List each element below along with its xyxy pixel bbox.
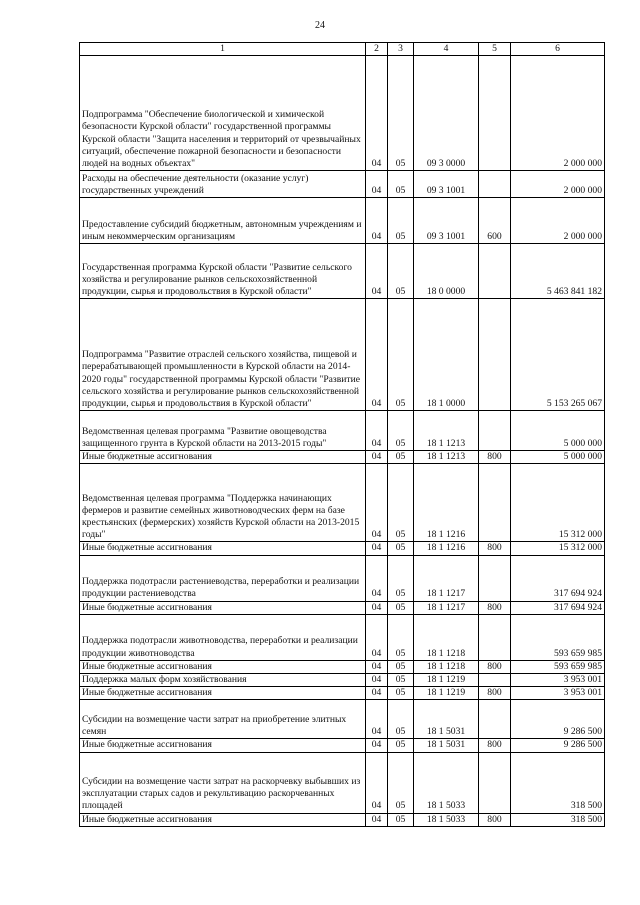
page-number: 24: [315, 20, 325, 31]
row-section: 04: [366, 813, 388, 826]
row-target-article: 18 0 0000: [414, 244, 479, 299]
row-description: Иные бюджетные ассигнования: [80, 813, 366, 826]
row-expense-type: [479, 171, 511, 198]
row-section: 04: [366, 464, 388, 542]
row-expense-type: [479, 464, 511, 542]
row-target-article: 18 1 1216: [414, 542, 479, 555]
row-target-article: 18 1 1217: [414, 601, 479, 614]
row-expense-type: [479, 299, 511, 411]
row-section: 04: [366, 700, 388, 739]
row-subsection: 05: [388, 542, 414, 555]
row-target-article: 09 3 1001: [414, 198, 479, 244]
row-subsection: 05: [388, 299, 414, 411]
table-row: [80, 674, 605, 687]
row-section: 04: [366, 687, 388, 700]
row-subsection: 05: [388, 601, 414, 614]
table-row: [80, 660, 605, 673]
header-col-4: 4: [414, 43, 479, 56]
header-col-3: 3: [388, 43, 414, 56]
row-target-article: 18 1 1217: [414, 555, 479, 601]
table-row: [80, 752, 605, 813]
row-section: 04: [366, 752, 388, 813]
row-target-article: 18 1 5031: [414, 739, 479, 752]
row-amount: 15 312 000: [511, 464, 605, 542]
row-subsection: 05: [388, 674, 414, 687]
row-target-article: 18 1 1213: [414, 411, 479, 451]
row-description: Подпрограмма "Развитие отраслей сельского хозяйства, пищевой и перерабатывающей промышленности в Курской области на 2014-2020 годы" государственной программы Курской области "Развитие сельского хозяйства и регулирование рынков сельскохозяйственной продукции, сырья и продовольствия в Курской области": [80, 299, 366, 411]
row-description: Иные бюджетные ассигнования: [80, 601, 366, 614]
row-amount: 317 694 924: [511, 601, 605, 614]
row-section: 04: [366, 739, 388, 752]
header-row: [80, 43, 605, 56]
row-amount: 2 000 000: [511, 198, 605, 244]
row-subsection: 05: [388, 171, 414, 198]
row-expense-type: 800: [479, 601, 511, 614]
row-description: Поддержка подотрасли растениеводства, переработки и реализации продукции растениеводства: [80, 555, 366, 601]
row-section: 04: [366, 451, 388, 464]
row-section: 04: [366, 555, 388, 601]
row-description: Иные бюджетные ассигнования: [80, 739, 366, 752]
row-target-article: 18 1 5033: [414, 752, 479, 813]
row-amount: 9 286 500: [511, 700, 605, 739]
header-col-1: 1: [80, 43, 366, 56]
row-expense-type: 800: [479, 451, 511, 464]
row-description: Поддержка малых форм хозяйствования: [80, 674, 366, 687]
row-subsection: 05: [388, 451, 414, 464]
row-description: Подпрограмма "Обеспечение биологической и химической безопасности Курской области" государственной программы Курской области "Защита населения и территорий от чрезвычайных ситуаций, обеспечение пожарной безопасности и безопасности людей на водных объектах": [80, 56, 366, 171]
row-target-article: 18 1 1219: [414, 674, 479, 687]
row-subsection: 05: [388, 244, 414, 299]
table-row: [80, 739, 605, 752]
row-section: 04: [366, 542, 388, 555]
table-row: [80, 813, 605, 826]
row-section: 04: [366, 601, 388, 614]
row-section: 04: [366, 198, 388, 244]
row-expense-type: [479, 411, 511, 451]
row-subsection: 05: [388, 555, 414, 601]
row-target-article: 18 1 0000: [414, 299, 479, 411]
row-section: 04: [366, 614, 388, 660]
row-description: Субсидии на возмещение части затрат на приобретение элитных семян: [80, 700, 366, 739]
row-description: Иные бюджетные ассигнования: [80, 660, 366, 673]
row-subsection: 05: [388, 198, 414, 244]
table-row: [80, 299, 605, 411]
table-row: [80, 687, 605, 700]
table-row: [80, 451, 605, 464]
row-amount: 3 953 001: [511, 687, 605, 700]
row-subsection: 05: [388, 752, 414, 813]
header-col-5: 5: [479, 43, 511, 56]
row-expense-type: [479, 56, 511, 171]
table-row: [80, 614, 605, 660]
row-target-article: 18 1 1213: [414, 451, 479, 464]
row-description: Предоставление субсидий бюджетным, автономным учреждениям и иным некоммерческим организациям: [80, 198, 366, 244]
row-description: Субсидии на возмещение части затрат на раскорчевку выбывших из эксплуатации старых садов и рекультивацию раскорчеванных площадей: [80, 752, 366, 813]
row-amount: 318 500: [511, 752, 605, 813]
row-amount: 318 500: [511, 813, 605, 826]
table-row: [80, 244, 605, 299]
table-row: [80, 700, 605, 739]
row-section: 04: [366, 299, 388, 411]
row-amount: 317 694 924: [511, 555, 605, 601]
budget-table: [79, 42, 605, 827]
table-row: [80, 411, 605, 451]
row-expense-type: 800: [479, 660, 511, 673]
row-amount: 15 312 000: [511, 542, 605, 555]
row-expense-type: [479, 555, 511, 601]
row-subsection: 05: [388, 614, 414, 660]
row-subsection: 05: [388, 813, 414, 826]
row-description: Расходы на обеспечение деятельности (оказание услуг) государственных учреждений: [80, 171, 366, 198]
row-amount: 5 463 841 182: [511, 244, 605, 299]
row-section: 04: [366, 411, 388, 451]
row-amount: 3 953 001: [511, 674, 605, 687]
row-description: Государственная программа Курской области "Развитие сельского хозяйства и регулирование рынков сельскохозяйственной продукции, сырья и продовольствия в Курской области": [80, 244, 366, 299]
row-expense-type: 800: [479, 542, 511, 555]
row-section: 04: [366, 171, 388, 198]
row-target-article: 18 1 5031: [414, 700, 479, 739]
row-expense-type: 800: [479, 813, 511, 826]
table-row: [80, 171, 605, 198]
header-col-2: 2: [366, 43, 388, 56]
row-expense-type: [479, 674, 511, 687]
row-expense-type: [479, 244, 511, 299]
row-target-article: 18 1 1216: [414, 464, 479, 542]
row-expense-type: 800: [479, 739, 511, 752]
row-subsection: 05: [388, 464, 414, 542]
row-section: 04: [366, 56, 388, 171]
table-row: [80, 542, 605, 555]
row-amount: 5 153 265 067: [511, 299, 605, 411]
row-amount: 2 000 000: [511, 171, 605, 198]
row-expense-type: 600: [479, 198, 511, 244]
table-row: [80, 198, 605, 244]
row-section: 04: [366, 244, 388, 299]
row-subsection: 05: [388, 739, 414, 752]
table-row: [80, 601, 605, 614]
row-section: 04: [366, 660, 388, 673]
row-subsection: 05: [388, 56, 414, 171]
table-row: [80, 56, 605, 171]
row-target-article: 18 1 5033: [414, 813, 479, 826]
row-amount: 593 659 985: [511, 614, 605, 660]
row-description: Иные бюджетные ассигнования: [80, 687, 366, 700]
row-expense-type: [479, 752, 511, 813]
row-amount: 593 659 985: [511, 660, 605, 673]
table-row: [80, 464, 605, 542]
row-target-article: 09 3 0000: [414, 56, 479, 171]
row-target-article: 18 1 1218: [414, 660, 479, 673]
row-section: 04: [366, 674, 388, 687]
row-expense-type: [479, 614, 511, 660]
row-subsection: 05: [388, 660, 414, 673]
header-col-6: 6: [511, 43, 605, 56]
row-expense-type: 800: [479, 687, 511, 700]
row-amount: 5 000 000: [511, 451, 605, 464]
row-description: Иные бюджетные ассигнования: [80, 542, 366, 555]
row-amount: 9 286 500: [511, 739, 605, 752]
row-target-article: 18 1 1219: [414, 687, 479, 700]
row-amount: 2 000 000: [511, 56, 605, 171]
row-description: Ведомственная целевая программа "Поддержка начинающих фермеров и развитие семейных животноводческих ферм на базе крестьянских (фермерских) хозяйств Курской области на 2013-2015 годы": [80, 464, 366, 542]
row-target-article: 18 1 1218: [414, 614, 479, 660]
row-target-article: 09 3 1001: [414, 171, 479, 198]
table-row: [80, 555, 605, 601]
row-expense-type: [479, 700, 511, 739]
row-description: Ведомственная целевая программа "Развитие овощеводства защищенного грунта в Курской области на 2013-2015 годы": [80, 411, 366, 451]
row-subsection: 05: [388, 687, 414, 700]
row-subsection: 05: [388, 700, 414, 739]
row-amount: 5 000 000: [511, 411, 605, 451]
row-description: Поддержка подотрасли животноводства, переработки и реализации продукции животноводства: [80, 614, 366, 660]
row-subsection: 05: [388, 411, 414, 451]
row-description: Иные бюджетные ассигнования: [80, 451, 366, 464]
